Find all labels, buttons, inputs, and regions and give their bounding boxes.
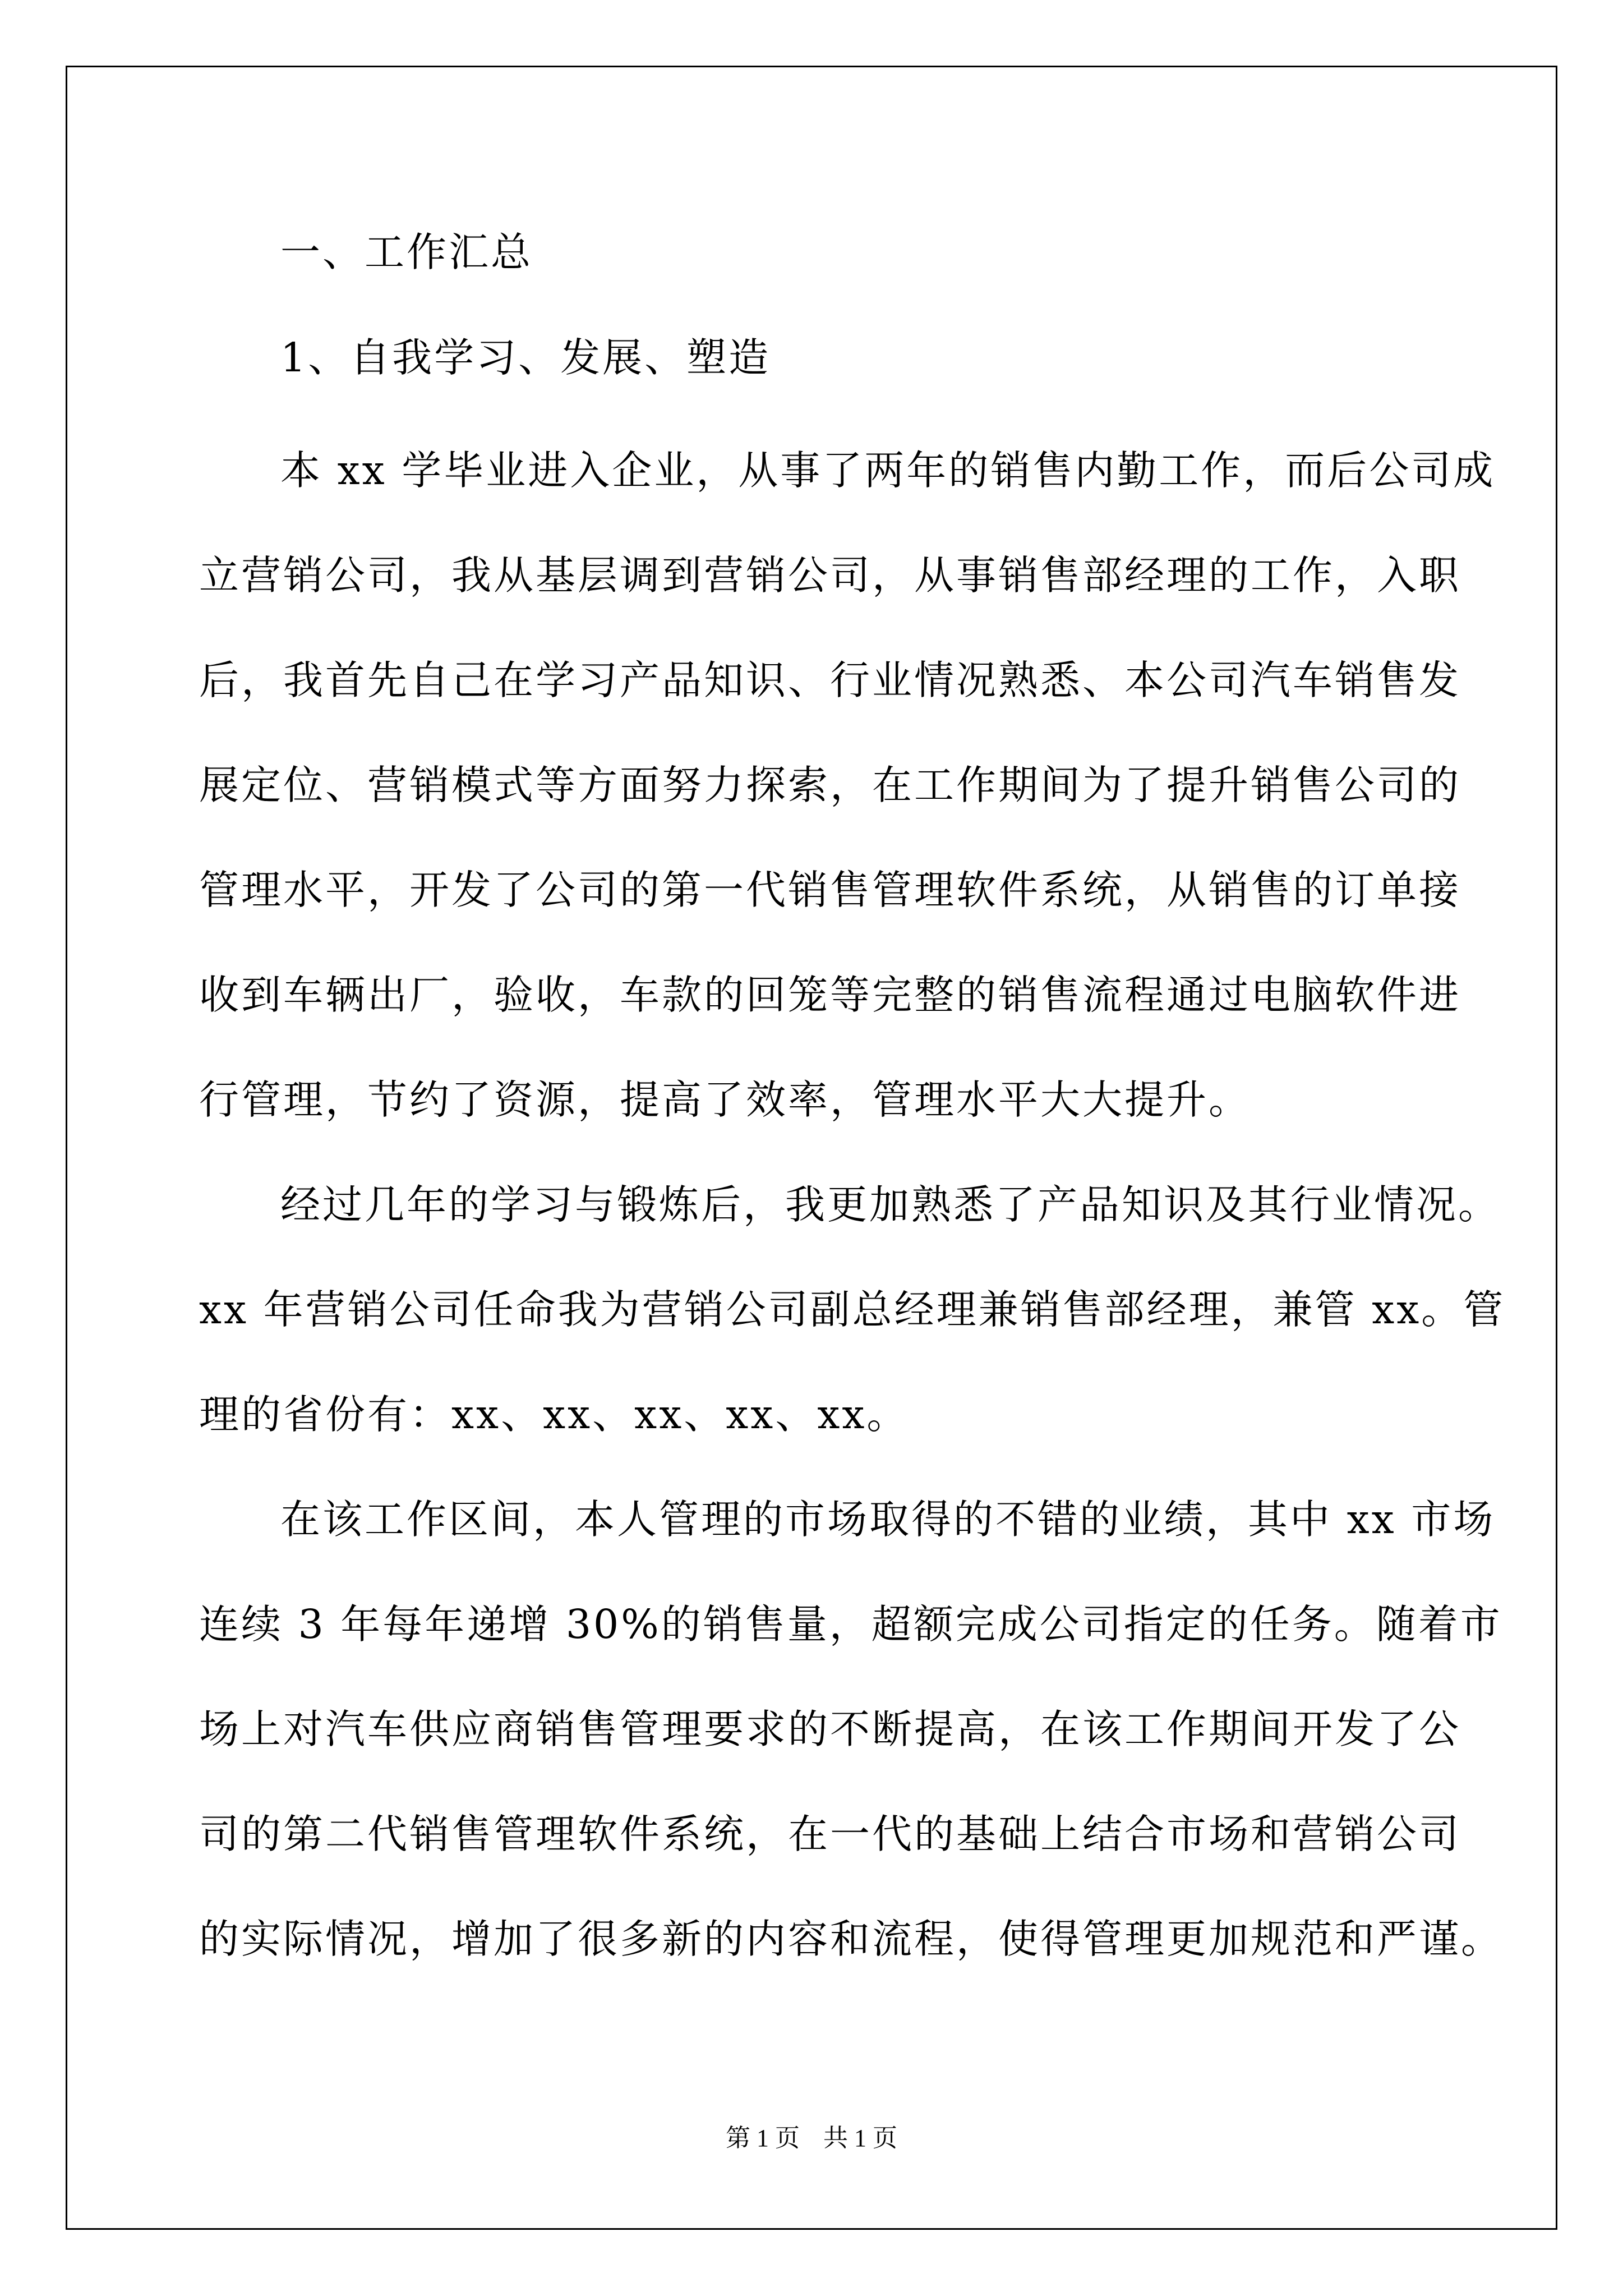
page-number-current: 第 1 页 <box>726 2124 800 2152</box>
paragraph-line: 展定位、营销模式等方面努力探索，在工作期间为了提升销售公司的 <box>199 762 1461 808</box>
paragraph-line: 立营销公司，我从基层调到营销公司，从事销售部经理的工作，入职 <box>199 552 1461 599</box>
paragraph-line: 后，我首先自己在学习产品知识、行业情况熟悉、本公司汽车销售发 <box>199 657 1461 703</box>
paragraph-line: 连续 3 年每年递增 30%的销售量，超额完成公司指定的任务。随着市 <box>199 1601 1502 1648</box>
paragraph-line: 行管理，节约了资源，提高了效率，管理水平大大提升。 <box>199 1076 1251 1123</box>
paragraph-line: 管理水平，开发了公司的第一代销售管理软件系统，从销售的订单接 <box>199 867 1461 913</box>
paragraph-line: 的实际情况，增加了很多新的内容和流程，使得管理更加规范和严谨。 <box>199 1916 1504 1962</box>
paragraph-line: 理的省份有：xx、xx、xx、xx、xx。 <box>199 1391 909 1438</box>
paragraph-line: 收到车辆出厂，验收，车款的回笼等完整的销售流程通过电脑软件进 <box>199 972 1461 1018</box>
paragraph-line: 在该工作区间，本人管理的市场取得的不错的业绩，其中 xx 市场 <box>280 1496 1496 1543</box>
page-footer <box>0 2126 1623 2151</box>
section-heading: 一、工作汇总 <box>280 229 533 275</box>
page-number-total: 共 1 页 <box>823 2124 897 2152</box>
paragraph-line: 司的第二代销售管理软件系统，在一代的基础上结合市场和营销公司 <box>199 1811 1461 1857</box>
paragraph-line: 经过几年的学习与锻炼后，我更加熟悉了产品知识及其行业情况。 <box>280 1181 1501 1228</box>
paragraph-line: 场上对汽车供应商销售管理要求的不断提高，在该工作期间开发了公 <box>199 1706 1461 1752</box>
paragraph-line: 本 xx 学毕业进入企业，从事了两年的销售内勤工作，而后公司成 <box>280 447 1496 494</box>
subsection-heading: 1、自我学习、发展、塑造 <box>280 334 771 381</box>
paragraph-line: xx 年营销公司任命我为营销公司副总经理兼销售部经理，兼管 xx。管 <box>199 1286 1506 1333</box>
page-border <box>66 66 1557 2230</box>
